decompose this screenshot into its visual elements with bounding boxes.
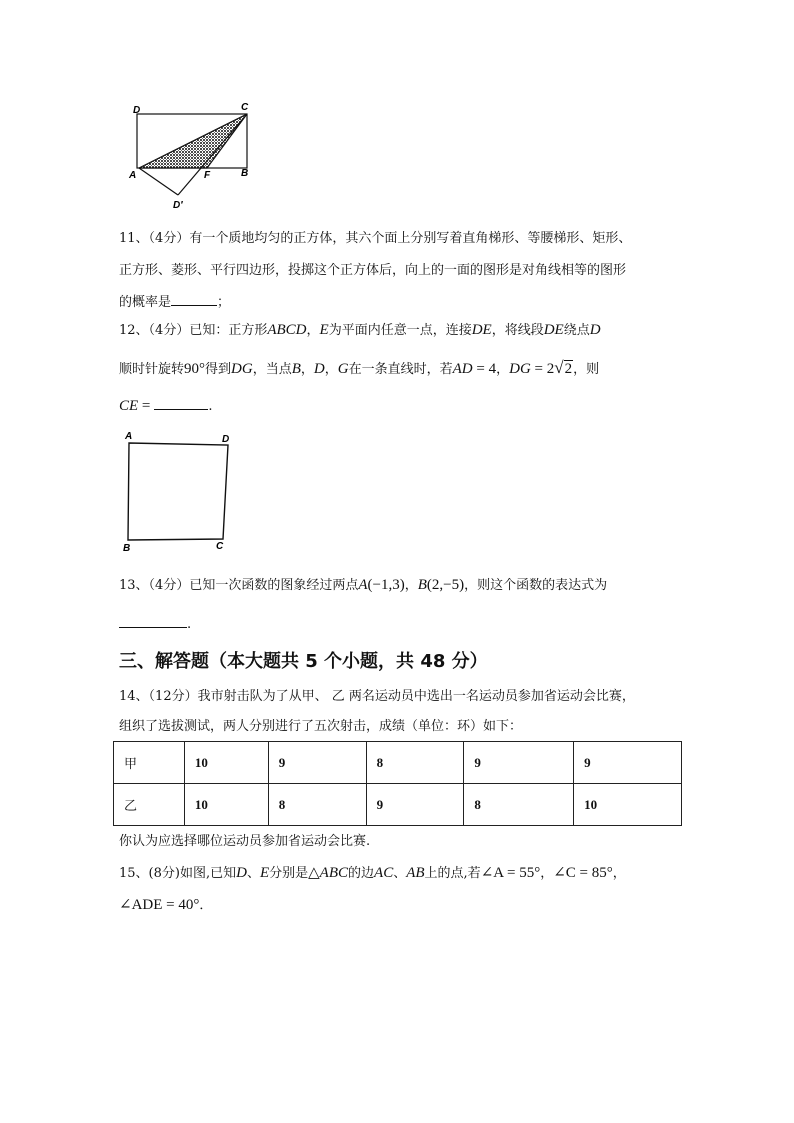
shaded-triangle-afc — [139, 114, 247, 168]
table-cell: 8 — [366, 742, 464, 784]
table-cell: 8 — [268, 784, 366, 826]
q11-line2: 正方形、菱形、平行四边形，投掷这个正方体后，向上的一面的图形是对角线相等的图形 — [119, 263, 627, 278]
table-cell: 9 — [574, 742, 682, 784]
label-b: B — [123, 543, 131, 554]
label-c: C — [241, 102, 249, 113]
section-heading: 三、解答题（本大题共 5 个小题，共 48 分） — [119, 651, 488, 672]
label-f: F — [204, 170, 211, 181]
answer-blank — [119, 615, 187, 628]
q14-line1: 14、（12分）我市射击队为了从甲、 乙 两名运动员中选出一名运动员参加省运动会比赛， — [119, 689, 635, 704]
table-cell: 9 — [268, 742, 366, 784]
label-b: B — [241, 168, 249, 179]
table-cell: 9 — [366, 784, 464, 826]
label-a: A — [129, 170, 137, 181]
row-label: 乙 — [114, 784, 185, 826]
q12-line3: CE = . — [119, 398, 213, 414]
table-cell: 9 — [464, 742, 574, 784]
scores-table — [113, 741, 682, 826]
q12-line1: 12、（4分）已知：正方形ABCD，E为平面内任意一点，连接DE，将线段DE绕点D — [119, 322, 601, 338]
square-outline — [128, 443, 228, 540]
answer-blank — [154, 397, 208, 410]
q15-line1: 15、(8分)如图,已知D、E分别是△ABC的边AC、AB上的点,若∠A = 55°，∠C = 85°， — [119, 865, 626, 881]
answer-blank — [171, 293, 217, 306]
table-cell: 10 — [574, 784, 682, 826]
q12-line2: 顺时针旋转90°得到DG，当点B，D，G在一条直线时，若AD = 4，DG = 2√2，则 — [119, 358, 600, 377]
table-row — [114, 784, 682, 826]
label-c: C — [216, 541, 224, 552]
label-d: D — [222, 434, 230, 445]
figure-square-abcd — [118, 428, 243, 556]
q14-question: 你认为应选择哪位运动员参加省运动会比赛. — [119, 834, 371, 849]
q15-line2: ∠ADE = 40°． — [119, 897, 213, 913]
label-d: D — [133, 105, 141, 116]
row-label: 甲 — [114, 742, 185, 784]
table-row — [114, 742, 682, 784]
fold-segment-ad — [139, 168, 178, 195]
figure-rectangle-fold — [125, 100, 265, 215]
label-a: A — [125, 431, 133, 442]
q13-line1: 13、（4分）已知一次函数的图象经过两点A(−1,3)，B(2,−5)，则这个函数的表达式为 — [119, 577, 608, 593]
table-cell: 10 — [184, 784, 268, 826]
q11-line1: 11、（4分）有一个质地均匀的正方体，其六个面上分别写着直角梯形、等腰梯形、矩形、 — [119, 231, 632, 246]
q11-line3: 的概率是 ； — [119, 295, 231, 310]
table-cell: 10 — [184, 742, 268, 784]
table-cell: 8 — [464, 784, 574, 826]
q13-line2: . — [119, 615, 191, 631]
label-d-prime: D′ — [173, 200, 183, 211]
sqrt-symbol: √2 — [554, 358, 573, 377]
q14-line2: 组织了选拔测试，两人分别进行了五次射击，成绩（单位：环）如下： — [119, 719, 523, 734]
